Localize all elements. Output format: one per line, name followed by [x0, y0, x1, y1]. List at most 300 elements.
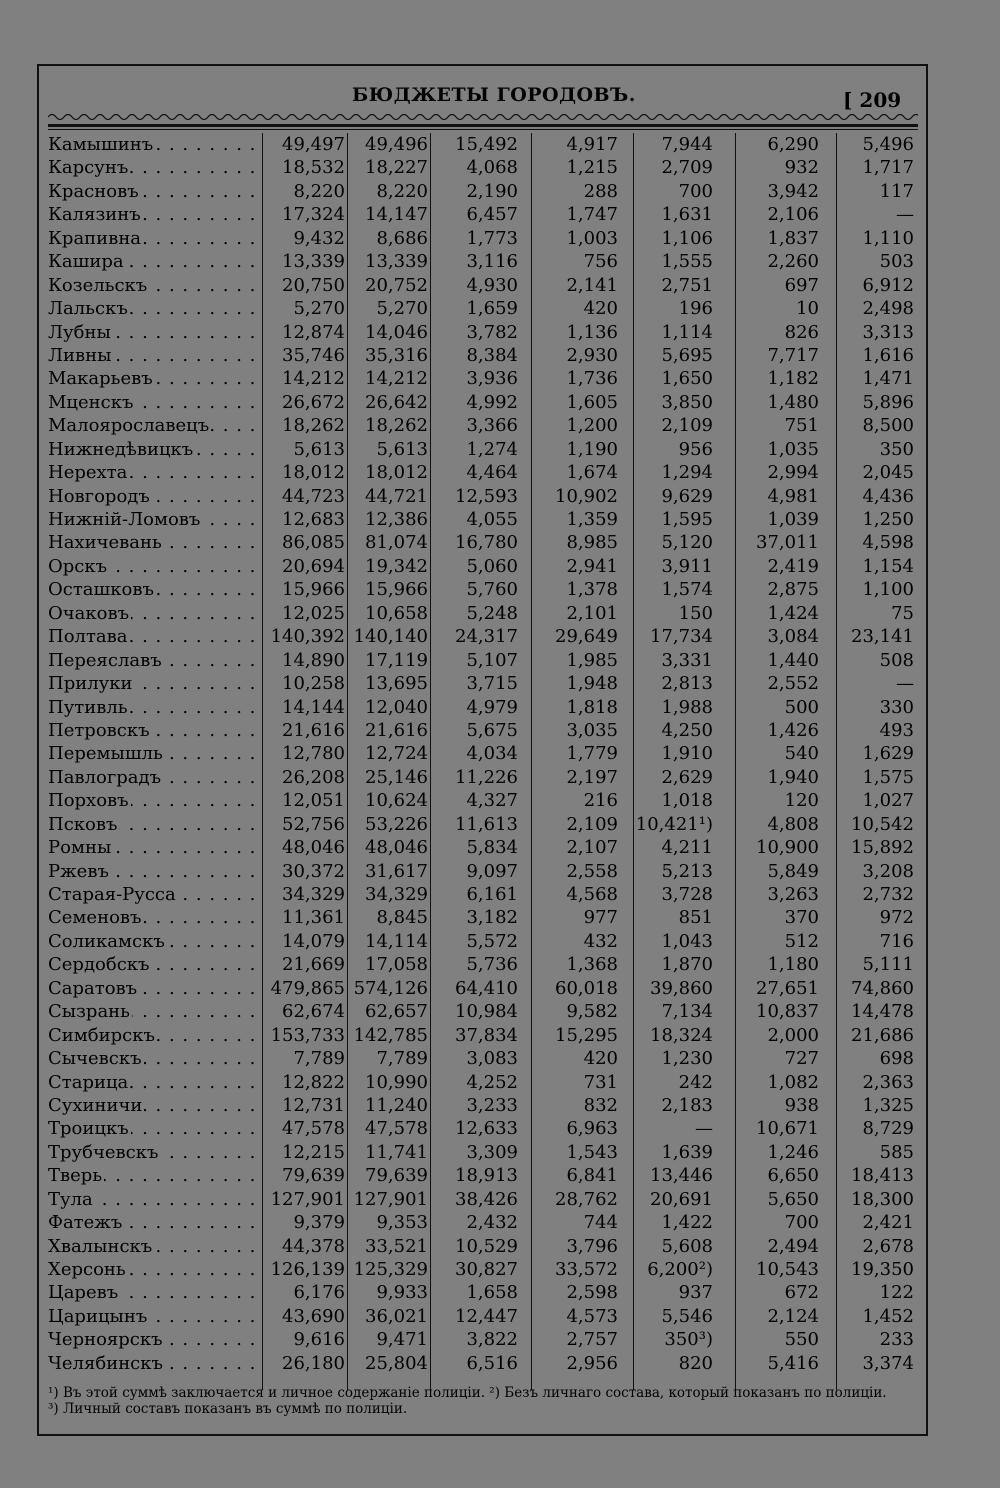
cell-value: 8,220 — [376, 180, 428, 202]
cell-value: 8,985 — [566, 532, 618, 554]
cell-value: 4,464 — [466, 462, 518, 484]
cell-value: 14,478 — [851, 1001, 914, 1023]
cell-value: 31,617 — [365, 860, 428, 882]
cell-value: 5,849 — [767, 860, 819, 882]
city-name — [48, 930, 263, 953]
city-name-label: Нахичевань — [48, 532, 162, 554]
cell-value: 574,126 — [353, 977, 428, 999]
cell-value: 15,966 — [365, 579, 428, 601]
cell-value: 4,930 — [466, 274, 518, 296]
table-row — [48, 578, 916, 601]
cell-value: 1,003 — [566, 227, 618, 249]
cell-value: 672 — [784, 1282, 819, 1304]
cell-value: 49,497 — [282, 134, 345, 155]
cell-value: 37,011 — [756, 532, 819, 554]
page-number: [ 209 — [843, 88, 902, 112]
cell-value: 1,870 — [661, 954, 713, 976]
cell-value: 2,109 — [661, 415, 713, 437]
cell-value: 10,658 — [365, 602, 428, 624]
cell-value: 2,101 — [566, 602, 618, 624]
city-name-label: Сычевскъ — [48, 1048, 142, 1070]
table-row — [48, 742, 916, 765]
city-name — [48, 531, 263, 554]
cell-value: 4,211 — [661, 837, 713, 859]
cell-value: 1,629 — [862, 743, 914, 765]
cell-value: 420 — [583, 298, 618, 320]
cell-value: 1,659 — [466, 298, 518, 320]
cell-value: 86,085 — [282, 532, 345, 554]
cell-value: 698 — [879, 1048, 914, 1070]
cell-value: 13,339 — [282, 251, 345, 273]
cell-value: 2,757 — [566, 1329, 618, 1351]
cell-value: 12,040 — [365, 696, 428, 718]
city-name-label: Сердобскъ — [48, 954, 150, 976]
city-name — [48, 1188, 263, 1211]
cell-value: 5,060 — [466, 555, 518, 577]
cell-value: 4,252 — [466, 1071, 518, 1093]
cell-value: 11,741 — [365, 1141, 428, 1163]
cell-value: 18,012 — [365, 462, 428, 484]
cell-value: 9,379 — [293, 1212, 345, 1234]
table-row — [48, 367, 916, 390]
city-name-label: Нерехта — [48, 462, 128, 484]
cell-value: 700 — [784, 1212, 819, 1234]
cell-value: 9,582 — [566, 1001, 618, 1023]
city-name-label: Осташковъ — [48, 579, 154, 601]
cell-value: 5,760 — [466, 579, 518, 601]
cell-value: 25,804 — [365, 1352, 428, 1374]
cell-value: 3,116 — [466, 251, 518, 273]
cell-value: 1,325 — [862, 1094, 914, 1116]
cell-value: 5,111 — [862, 954, 914, 976]
header-rule — [48, 124, 918, 127]
city-name — [48, 156, 263, 179]
city-name — [48, 719, 263, 742]
city-name-label: Малоярославецъ — [48, 415, 210, 437]
cell-value: 5,496 — [862, 134, 914, 155]
cell-value: 12,822 — [282, 1071, 345, 1093]
cell-value: 4,034 — [466, 743, 518, 765]
city-name — [48, 813, 263, 836]
cell-value: 3,366 — [466, 415, 518, 437]
cell-value: 1,440 — [767, 649, 819, 671]
cell-value: 49,496 — [365, 134, 428, 155]
cell-value: 16,780 — [455, 532, 518, 554]
cell-value: 5,608 — [661, 1235, 713, 1257]
cell-value: 18,913 — [455, 1165, 518, 1187]
cell-value: 26,672 — [282, 391, 345, 413]
cell-value: 1,082 — [767, 1071, 819, 1093]
cell-value: 727 — [784, 1048, 819, 1070]
city-name-label: Прилуки — [48, 673, 133, 695]
cell-value: 1,650 — [661, 368, 713, 390]
cell-value: 3,083 — [466, 1048, 518, 1070]
cell-value: 1,250 — [862, 509, 914, 530]
cell-value: 3,084 — [767, 626, 819, 648]
city-name-label: Карсунъ — [48, 157, 129, 179]
city-name — [48, 1000, 263, 1023]
cell-value: 12,025 — [282, 602, 345, 624]
cell-value: 2,141 — [566, 274, 618, 296]
cell-value: 508 — [879, 649, 914, 671]
cell-value: 18,227 — [365, 157, 428, 179]
cell-value: 1,190 — [566, 438, 618, 460]
cell-value: 1,779 — [566, 743, 618, 765]
cell-value: 18,532 — [282, 157, 345, 179]
cell-value: 1,424 — [767, 602, 819, 624]
cell-value: 2,956 — [566, 1352, 618, 1374]
cell-value: 7,134 — [661, 1001, 713, 1023]
cell-value: 956 — [678, 438, 713, 460]
cell-value: 432 — [583, 930, 618, 952]
city-name — [48, 180, 263, 203]
cell-value: 1,717 — [862, 157, 914, 179]
cell-value: 14,079 — [282, 930, 345, 952]
cell-value: 3,313 — [862, 321, 914, 343]
city-name — [48, 860, 263, 883]
cell-value: 11,226 — [455, 766, 518, 788]
cell-value: 127,901 — [353, 1188, 428, 1210]
cell-value: 2,558 — [566, 860, 618, 882]
cell-value: 44,378 — [282, 1235, 345, 1257]
cell-value: 972 — [879, 907, 914, 929]
cell-value: 12,874 — [282, 321, 345, 343]
cell-value: 12,780 — [282, 743, 345, 765]
cell-value: 9,933 — [376, 1282, 428, 1304]
table-row — [48, 1164, 916, 1187]
cell-value: 4,568 — [566, 884, 618, 905]
table-row — [48, 860, 916, 883]
city-name — [48, 1047, 263, 1070]
cell-value: 6,963 — [566, 1118, 618, 1140]
city-name-label: Макарьевъ — [48, 368, 153, 390]
cell-value: 47,578 — [282, 1118, 345, 1140]
cell-value: 20,691 — [650, 1188, 713, 1210]
cell-value: 8,384 — [466, 344, 518, 366]
cell-value: 126,139 — [270, 1259, 345, 1280]
cell-value: 1,106 — [661, 227, 713, 249]
cell-value: 4,917 — [566, 134, 618, 155]
table-row — [48, 1328, 916, 1351]
cell-value: 5,896 — [862, 391, 914, 413]
cell-value: 2,183 — [661, 1094, 713, 1116]
cell-value: 10,421¹) — [635, 813, 713, 835]
city-name — [48, 672, 263, 695]
city-name-label: Ржевъ — [48, 860, 109, 882]
city-name — [48, 1164, 263, 1187]
cell-value: 330 — [879, 696, 914, 718]
cell-value: 1,110 — [862, 227, 914, 249]
cell-value: 2,106 — [767, 204, 819, 226]
city-name — [48, 977, 263, 1000]
cell-value: 25,146 — [365, 766, 428, 788]
cell-value: 1,200 — [566, 415, 618, 437]
cell-value: 1,658 — [466, 1282, 518, 1304]
table-row — [48, 930, 916, 953]
cell-value: 1,940 — [767, 766, 819, 788]
city-name-label: Семеновъ — [48, 907, 142, 929]
cell-value: 3,942 — [767, 180, 819, 202]
cell-value: 4,250 — [661, 719, 713, 741]
cell-value: 700 — [678, 180, 713, 202]
cell-value: 716 — [879, 930, 914, 952]
cell-value: 1,035 — [767, 438, 819, 460]
cell-value: 48,046 — [282, 837, 345, 859]
cell-value: 9,471 — [376, 1329, 428, 1351]
cell-value: 10,902 — [555, 485, 618, 507]
city-name-label: Красновъ — [48, 180, 139, 202]
cell-value: 350 — [879, 438, 914, 460]
cell-value: 1,616 — [862, 344, 914, 366]
cell-value: 1,100 — [862, 579, 914, 601]
cell-value: 4,981 — [767, 485, 819, 507]
cell-value: 23,141 — [851, 626, 914, 648]
city-name — [48, 1305, 263, 1328]
table-row — [48, 1188, 916, 1211]
cell-value: 47,578 — [365, 1118, 428, 1140]
cell-value: 370 — [784, 907, 819, 929]
city-name-label: Кашира — [48, 251, 124, 273]
table-row — [48, 602, 916, 625]
city-name-label: Крапивна — [48, 227, 142, 249]
cell-value: 1,180 — [767, 954, 819, 976]
cell-value: 140,140 — [353, 626, 428, 648]
cell-value: 1,114 — [661, 321, 713, 343]
cell-value: 2,190 — [466, 180, 518, 202]
footnote: ¹) Въ этой суммѣ заключается и личное содержаніе полиціи. ²) Безъ личнаго состава, который показанъ по полиціи. ³) Личный составъ показанъ въ суммѣ по полиціи. — [48, 1385, 887, 1417]
table-row — [48, 1117, 916, 1140]
table-row — [48, 953, 916, 976]
table-row — [48, 1024, 916, 1047]
cell-value: 8,500 — [862, 415, 914, 437]
cell-value: 43,690 — [282, 1305, 345, 1327]
cell-value: 4,068 — [466, 157, 518, 179]
page-title: БЮДЖЕТЫ ГОРОДОВЪ. — [352, 84, 636, 106]
cell-value: 35,316 — [365, 344, 428, 366]
cell-value: 19,350 — [851, 1259, 914, 1280]
table-row — [48, 1094, 916, 1117]
cell-value: 15,892 — [851, 837, 914, 859]
cell-value: 4,573 — [566, 1305, 618, 1327]
cell-value: 4,055 — [466, 509, 518, 530]
cell-value: 1,818 — [566, 696, 618, 718]
city-name-label: Нижній-Ломовъ — [48, 509, 201, 530]
table-row — [48, 1235, 916, 1258]
cell-value: 1,555 — [661, 251, 713, 273]
city-name — [48, 742, 263, 765]
cell-value: 21,669 — [282, 954, 345, 976]
city-name — [48, 1211, 263, 1234]
cell-value: 1,422 — [661, 1212, 713, 1234]
cell-value: 1,136 — [566, 321, 618, 343]
table-row — [48, 1000, 916, 1023]
cell-value: 3,309 — [466, 1141, 518, 1163]
city-name-label: Царицынъ — [48, 1305, 148, 1327]
cell-value: 140,392 — [270, 626, 345, 648]
cell-value: 2,709 — [661, 157, 713, 179]
cell-value: 1,230 — [661, 1048, 713, 1070]
cell-value: 2,875 — [767, 579, 819, 601]
cell-value: 7,789 — [376, 1048, 428, 1070]
cell-value: 13,446 — [650, 1165, 713, 1187]
city-name-label: Саратовъ — [48, 977, 138, 999]
city-name-label: Павлоградъ — [48, 766, 162, 788]
table-row — [48, 1141, 916, 1164]
city-name-label: Трубчевскъ — [48, 1141, 159, 1163]
city-name — [48, 602, 263, 625]
cell-value: 5,120 — [661, 532, 713, 554]
city-name-label: Калязинъ — [48, 204, 141, 226]
table-row — [48, 789, 916, 812]
cell-value: 35,746 — [282, 344, 345, 366]
cell-value: 14,046 — [365, 321, 428, 343]
table-row — [48, 297, 916, 320]
cell-value: 6,516 — [466, 1352, 518, 1374]
city-name-label: Челябинскъ — [48, 1352, 163, 1374]
cell-value: 233 — [879, 1329, 914, 1351]
cell-value: 8,220 — [293, 180, 345, 202]
city-name-label: Переяславъ — [48, 649, 162, 671]
city-name — [48, 508, 263, 531]
cell-value: 10,543 — [756, 1259, 819, 1280]
cell-value: 34,329 — [365, 884, 428, 905]
city-name-label: Старая-Русса — [48, 884, 176, 905]
cell-value: 731 — [583, 1071, 618, 1093]
cell-value: 932 — [784, 157, 819, 179]
cell-value: 14,144 — [282, 696, 345, 718]
cell-value: 33,572 — [555, 1259, 618, 1280]
cell-value: 18,262 — [282, 415, 345, 437]
table-row — [48, 344, 916, 367]
city-name — [48, 953, 263, 976]
cell-value: 20,694 — [282, 555, 345, 577]
cell-value: 2,732 — [862, 884, 914, 905]
cell-value: 19,342 — [365, 555, 428, 577]
cell-value: 14,212 — [365, 368, 428, 390]
cell-value: 493 — [879, 719, 914, 741]
table-row — [48, 883, 916, 906]
city-name — [48, 344, 263, 367]
cell-value: 820 — [678, 1352, 713, 1374]
cell-value: 851 — [678, 907, 713, 929]
cell-value: 500 — [784, 696, 819, 718]
city-name — [48, 461, 263, 484]
table-row — [48, 485, 916, 508]
cell-value: 10,258 — [282, 673, 345, 695]
city-name — [48, 367, 263, 390]
city-name-label: Тула — [48, 1188, 93, 1210]
cell-value: 18,324 — [650, 1024, 713, 1046]
city-name — [48, 414, 263, 437]
cell-value: 12,593 — [455, 485, 518, 507]
cell-value: 3,374 — [862, 1352, 914, 1374]
cell-value: 1,575 — [862, 766, 914, 788]
header-rule-thin — [48, 129, 918, 130]
cell-value: 7,717 — [767, 344, 819, 366]
cell-value: 832 — [583, 1094, 618, 1116]
cell-value: 4,327 — [466, 790, 518, 812]
city-name-label: Козельскъ — [48, 274, 148, 296]
cell-value: 18,012 — [282, 462, 345, 484]
city-name — [48, 250, 263, 273]
city-name-label: Нижнедѣвицкъ — [48, 438, 194, 460]
cell-value: 5,675 — [466, 719, 518, 741]
cell-value: 127,901 — [270, 1188, 345, 1210]
cell-value: 53,226 — [365, 813, 428, 835]
wavy-rule — [48, 112, 918, 122]
cell-value: 62,674 — [282, 1001, 345, 1023]
cell-value: 216 — [583, 790, 618, 812]
table-row — [48, 625, 916, 648]
cell-value: 9,629 — [661, 485, 713, 507]
table-row — [48, 696, 916, 719]
city-name-label: Черноярскъ — [48, 1329, 163, 1351]
cell-value: 5,546 — [661, 1305, 713, 1327]
cell-value: 420 — [583, 1048, 618, 1070]
city-name — [48, 133, 263, 156]
cell-value: 17,324 — [282, 204, 345, 226]
cell-value: 2,124 — [767, 1305, 819, 1327]
cell-value: 3,822 — [466, 1329, 518, 1351]
cell-value: 503 — [879, 251, 914, 273]
table-row — [48, 414, 916, 437]
city-name — [48, 485, 263, 508]
city-name — [48, 696, 263, 719]
cell-value: 2,494 — [767, 1235, 819, 1257]
cell-value: 7,944 — [661, 134, 713, 155]
cell-value: 1,043 — [661, 930, 713, 952]
cell-value: 12,683 — [282, 509, 345, 530]
table-row — [48, 766, 916, 789]
city-name-label: Лубны — [48, 321, 111, 343]
table-row — [48, 977, 916, 1000]
cell-value: 2,498 — [862, 298, 914, 320]
cell-value: 1,359 — [566, 509, 618, 530]
cell-value: 2,363 — [862, 1071, 914, 1093]
cell-value: 125,329 — [353, 1259, 428, 1280]
cell-value: 17,734 — [650, 626, 713, 648]
cell-value: 28,762 — [555, 1188, 618, 1210]
table-row — [48, 1281, 916, 1304]
cell-value: 3,233 — [466, 1094, 518, 1116]
cell-value: 26,642 — [365, 391, 428, 413]
cell-value: 5,572 — [466, 930, 518, 952]
city-name — [48, 906, 263, 929]
cell-value: 1,378 — [566, 579, 618, 601]
cell-value: 7,789 — [293, 1048, 345, 1070]
cell-value: 38,426 — [455, 1188, 518, 1210]
table-row — [48, 1211, 916, 1234]
city-name — [48, 789, 263, 812]
cell-value: 122 — [879, 1282, 914, 1304]
cell-value: 11,613 — [455, 813, 518, 835]
cell-value: 62,657 — [365, 1001, 428, 1023]
city-name-label: Сухиничи — [48, 1094, 143, 1116]
cell-value: 2,421 — [862, 1212, 914, 1234]
cell-value: 2,930 — [566, 344, 618, 366]
cell-value: 24,317 — [455, 626, 518, 648]
cell-value: 21,616 — [282, 719, 345, 741]
cell-value: 9,353 — [376, 1212, 428, 1234]
city-name-label: Петровскъ — [48, 719, 150, 741]
cell-value: 14,147 — [365, 204, 428, 226]
table-row — [48, 250, 916, 273]
cell-value: 26,208 — [282, 766, 345, 788]
cell-value: 79,639 — [282, 1165, 345, 1187]
cell-value: 3,728 — [661, 884, 713, 905]
cell-value: 12,724 — [365, 743, 428, 765]
city-name-label: Порховъ — [48, 790, 129, 812]
